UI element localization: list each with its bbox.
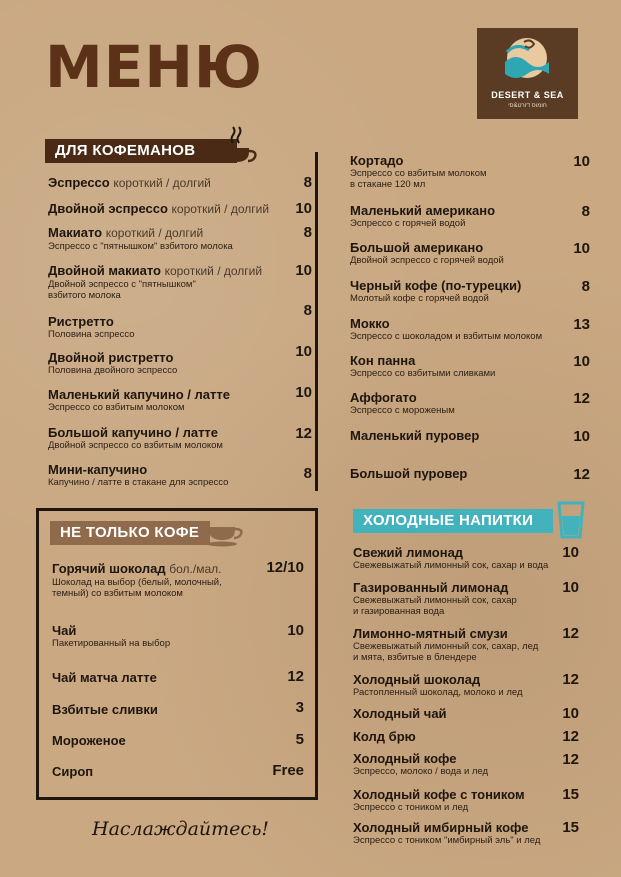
- item-title: Свежий лимонад: [353, 545, 464, 560]
- item-title: Эспрессо: [48, 175, 110, 190]
- item-description: Пакетированный на выбор: [52, 638, 171, 649]
- item-name: [350, 428, 479, 443]
- item-price: 12: [573, 390, 590, 407]
- item-title: Холодный шоколад: [353, 672, 481, 687]
- item-description: Эспрессо с тоником "имбирный эль" и лед: [353, 835, 541, 846]
- item-price: 12/10: [266, 559, 304, 576]
- item-description: Двойной эспрессо с "пятнышком": [48, 279, 196, 290]
- menu-item: [52, 561, 222, 599]
- item-title: Газированный лимонад: [353, 580, 509, 595]
- item-description: Эспрессо с мороженым: [350, 405, 455, 416]
- menu-item: [52, 702, 158, 717]
- menu-item: [353, 729, 416, 744]
- item-name: [52, 733, 126, 748]
- item-description: Эспрессо с тоником и лед: [353, 802, 469, 813]
- item-name: [353, 626, 538, 641]
- item-title: Черный кофе (по-турецки): [350, 278, 522, 293]
- item-description: Эспрессо со взбитым молоком: [48, 402, 185, 413]
- item-name: [350, 353, 495, 368]
- item-name: [350, 278, 521, 293]
- item-name: [350, 466, 467, 481]
- menu-item: [52, 623, 170, 649]
- item-name: [48, 225, 233, 241]
- item-name: [350, 390, 455, 405]
- item-name: [353, 751, 488, 766]
- item-name: [48, 387, 230, 402]
- item-name: [350, 240, 504, 255]
- item-price: 12: [295, 425, 312, 442]
- item-description: Молотый кофе с горячей водой: [350, 293, 489, 304]
- item-price: 10: [295, 343, 312, 360]
- item-price: 8: [581, 278, 590, 295]
- item-title: Кортадо: [350, 153, 404, 168]
- menu-item: [48, 314, 135, 340]
- item-name: [52, 561, 222, 577]
- item-name: [350, 153, 487, 168]
- item-title: Маленький пуровер: [350, 428, 480, 443]
- menu-item: [350, 428, 479, 443]
- item-price: 5: [295, 731, 304, 748]
- item-price: 8: [303, 465, 312, 482]
- menu-item: [52, 670, 157, 685]
- item-title: Кон панна: [350, 353, 416, 368]
- item-name: [353, 545, 548, 560]
- item-name: [48, 263, 262, 279]
- item-title: Мокко: [350, 316, 390, 331]
- item-name: [48, 350, 177, 365]
- item-description: Шоколад на выбор (белый, молочный,: [52, 577, 222, 588]
- item-title: Маленький капучино / латте: [48, 387, 230, 402]
- item-price: 10: [573, 153, 590, 170]
- item-name: [52, 764, 93, 779]
- item-name: [353, 787, 525, 802]
- item-title: Чай: [52, 623, 77, 638]
- item-description: Растопленный шоколад, молоко и лед: [353, 687, 523, 698]
- item-price: Free: [272, 762, 304, 779]
- menu-item: [353, 820, 540, 846]
- not-coffee-section-heading: НЕ ТОЛЬКО КОФЕ: [50, 521, 210, 545]
- item-price: 10: [287, 622, 304, 639]
- item-name: [52, 670, 157, 685]
- item-price: 15: [562, 786, 579, 803]
- item-name: [52, 623, 170, 638]
- item-title: Горячий шоколад: [52, 561, 166, 576]
- menu-item: [353, 751, 488, 777]
- item-title: Мороженое: [52, 733, 126, 748]
- item-description: в стакане 120 мл: [350, 179, 426, 190]
- item-size-options: короткий / долгий: [164, 264, 263, 278]
- menu-item: [350, 240, 504, 266]
- item-description: Двойной эспрессо с горячей водой: [350, 255, 504, 266]
- item-price: 10: [573, 240, 590, 257]
- item-price: 10: [295, 384, 312, 401]
- cold-drinks-section-heading: ХОЛОДНЫЕ НАПИТКИ: [353, 509, 553, 533]
- item-price: 12: [573, 466, 590, 483]
- item-price: 10: [562, 579, 579, 596]
- item-price: 10: [573, 353, 590, 370]
- menu-item: [350, 278, 521, 304]
- item-name: [52, 702, 158, 717]
- menu-item: [350, 353, 495, 379]
- brand-logo: [477, 28, 578, 119]
- item-title: Лимонно-мятный смузи: [353, 626, 508, 641]
- menu-item: [48, 225, 233, 252]
- item-description: взбитого молока: [48, 290, 121, 301]
- item-price: 3: [295, 699, 304, 716]
- item-title: Двойной ристретто: [48, 350, 174, 365]
- item-title: Макиато: [48, 225, 103, 240]
- menu-item: [353, 787, 525, 813]
- item-title: Взбитые сливки: [52, 702, 158, 717]
- item-title: Холодный кофе: [353, 751, 457, 766]
- item-price: 10: [573, 428, 590, 445]
- menu-item: [48, 425, 223, 451]
- item-price: 12: [562, 625, 579, 642]
- item-size-options: короткий / долгий: [171, 202, 270, 216]
- item-name: [353, 820, 540, 835]
- item-name: [48, 462, 228, 477]
- menu-item: [48, 387, 230, 413]
- item-title: Холодный чай: [353, 706, 447, 721]
- item-title: Ристретто: [48, 314, 114, 329]
- cold-glass-icon: [556, 500, 586, 540]
- item-description: Двойной эспрессо со взбитым молоком: [48, 440, 223, 451]
- brand-name: DESERT & SEA: [491, 90, 564, 100]
- item-price: 10: [295, 200, 312, 217]
- item-price: 13: [573, 316, 590, 333]
- item-title: Холодный кофе с тоником: [353, 787, 525, 802]
- menu-item: [48, 350, 177, 376]
- coffee-section-heading: ДЛЯ КОФЕМАНОВ: [45, 139, 237, 163]
- menu-item: [350, 203, 495, 229]
- item-name: [353, 729, 416, 744]
- item-title: Большой американо: [350, 240, 484, 255]
- item-title: Маленький американо: [350, 203, 496, 218]
- menu-item: [350, 316, 542, 342]
- item-price: 8: [303, 224, 312, 241]
- item-price: 12: [562, 751, 579, 768]
- item-title: Большой пуровер: [350, 466, 468, 481]
- menu-item: [350, 153, 487, 190]
- item-name: [48, 201, 269, 217]
- item-title: Аффогато: [350, 390, 417, 405]
- item-description: Половина эспрессо: [48, 329, 135, 340]
- closing-phrase: Наслаждайтесь!: [92, 818, 270, 840]
- item-description: Эспрессо с "пятнышком" взбитого молока: [48, 241, 233, 252]
- menu-item: [350, 390, 455, 416]
- item-price: 8: [581, 203, 590, 220]
- item-title: Двойной эспрессо: [48, 201, 168, 216]
- wave-logo-icon: [477, 28, 578, 88]
- item-title: Холодный имбирный кофе: [353, 820, 529, 835]
- item-name: [353, 672, 523, 687]
- item-price: 12: [562, 728, 579, 745]
- item-description: темный) со взбитым молоком: [52, 588, 183, 599]
- item-size-options: короткий / долгий: [113, 176, 211, 190]
- item-description: и газированная вода: [353, 606, 445, 617]
- item-name: [350, 203, 495, 218]
- menu-item: [48, 462, 228, 488]
- item-name: [353, 706, 447, 721]
- item-description: Эспрессо со взбитыми сливками: [350, 368, 496, 379]
- item-description: Эспрессо, молоко / вода и лед: [353, 766, 489, 777]
- item-title: Чай матча латте: [52, 670, 157, 685]
- menu-item: [48, 175, 211, 191]
- menu-item: [353, 672, 523, 698]
- menu-item: [353, 626, 538, 663]
- item-description: Свежевыжатый лимонный сок, сахар и вода: [353, 560, 549, 571]
- item-size-options: короткий / долгий: [105, 226, 204, 240]
- item-name: [48, 314, 135, 329]
- item-description: Капучино / латте в стакане для эспрессо: [48, 477, 229, 488]
- item-price: 8: [303, 174, 312, 191]
- item-price: 15: [562, 819, 579, 836]
- menu-item: [52, 764, 93, 779]
- column-divider: [315, 152, 318, 491]
- not-coffee-frame: [36, 508, 318, 800]
- item-title: Колд брю: [353, 729, 416, 744]
- item-price: 12: [287, 668, 304, 685]
- menu-title: МЕНЮ: [45, 33, 263, 101]
- item-name: [350, 316, 542, 331]
- item-name: [48, 425, 223, 440]
- item-description: Свежевыжатый лимонный сок, сахар, лед: [353, 641, 539, 652]
- item-description: и мята, взбитые в блендере: [353, 652, 477, 663]
- item-price: 10: [562, 544, 579, 561]
- item-title: Сироп: [52, 764, 94, 779]
- menu-item: [353, 580, 517, 617]
- brand-subtitle: חומוס דזרט&סי: [508, 103, 547, 109]
- item-description: Эспрессо с шоколадом и взбитым молоком: [350, 331, 543, 342]
- item-name: [48, 175, 211, 191]
- menu-item: [350, 466, 467, 481]
- item-price: 10: [295, 262, 312, 279]
- item-size-options: бол./мал.: [169, 562, 222, 576]
- item-title: Двойной макиато: [48, 263, 161, 278]
- item-description: Эспрессо со взбитым молоком: [350, 168, 487, 179]
- item-description: Свежевыжатый лимонный сок, сахар: [353, 595, 517, 606]
- item-name: [353, 580, 517, 595]
- item-title: Большой капучино / латте: [48, 425, 219, 440]
- item-description: Половина двойного эспрессо: [48, 365, 178, 376]
- menu-item: [353, 706, 447, 721]
- menu-item: [48, 263, 262, 301]
- item-description: Эспрессо с горячей водой: [350, 218, 466, 229]
- item-title: Мини-капучино: [48, 462, 148, 477]
- menu-item: [48, 201, 269, 217]
- menu-item: [353, 545, 548, 571]
- item-price: 12: [562, 671, 579, 688]
- menu-item: [52, 733, 126, 748]
- item-price: 10: [562, 705, 579, 722]
- hot-chocolate-cup-icon: [206, 519, 248, 549]
- item-price: 8: [303, 302, 312, 319]
- coffee-cup-icon: [219, 124, 261, 166]
